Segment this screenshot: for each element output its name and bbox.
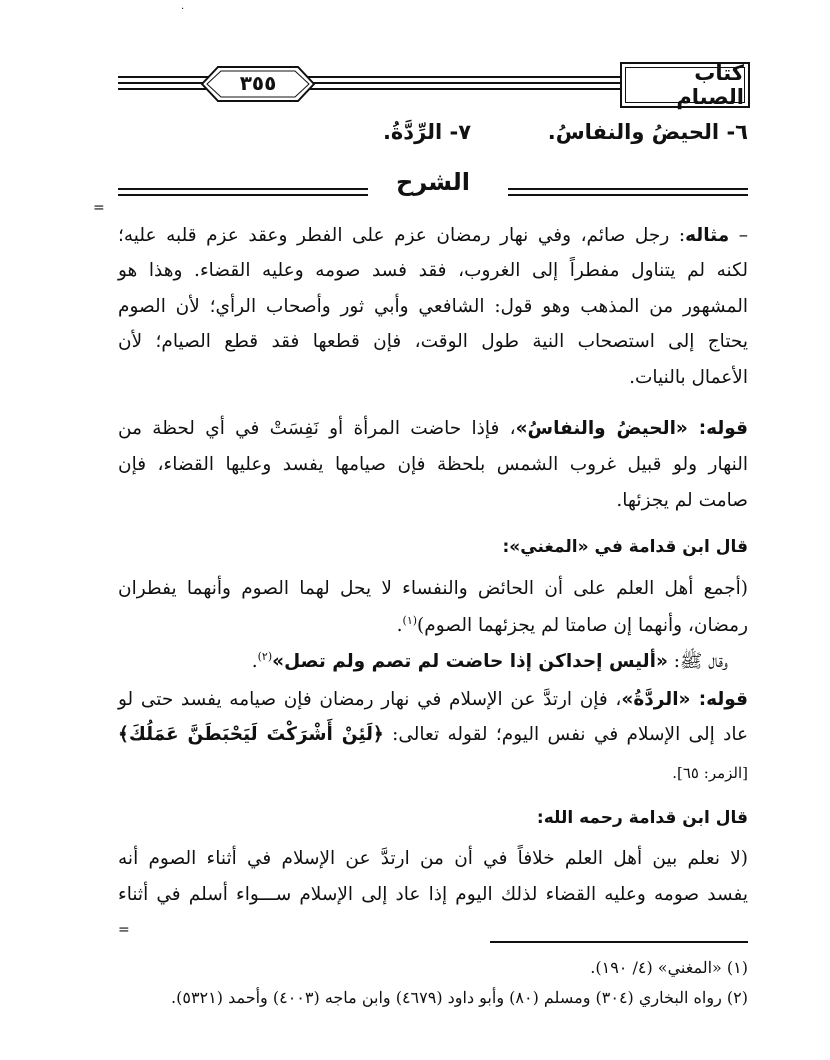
apostasy-line-2: عاد إلى الإسلام في نفس اليوم؛ لقوله تعالى: ﴿لَئِنْ أَشْرَكْتَ لَيَحْبَطَنَّ عَمَلُكَ﴾ [118,724,748,745]
book-title-box [620,62,750,108]
page-number-badge [188,64,328,104]
footnote-ref-2: (٢) [257,650,273,663]
footnote-ref-1: (١) [402,614,418,627]
ibn-qudama-heading-1: قال ابن قدامة في «المغني»: [502,537,748,557]
book-title: كتاب الصيام [625,67,745,103]
menses-line-2: النهار ولو قبيل غروب الشمس بلحظة فإن صيامها يفسد وعليها القضاء، فإن [118,454,748,475]
footnote-separator [490,941,748,943]
hadith-text: «أليس إحداكن إذا حاضت لم تصم ولم تصل» [272,651,668,673]
menses-label: قوله: «الحيضُ والنفاسُ» [515,418,748,439]
apostasy-line-1: قوله: «الردَّةُ»، فإن ارتدَّ عن الإسلام في نهار رمضان فإن صيامه يفسد حتى لو [118,689,748,710]
example-line-1: – مثاله: رجل صائم، وفي نهار رمضان عزم على الفطر وعقد عزم قلبه عليه؛ [118,225,748,246]
matn-item-6: ٦- الحيضُ والنفاسُ. [547,120,748,144]
running-header [118,62,750,108]
hadith-line: وقال ﷺ: «أليس إحداكن إذا حاضت لم تصم ولم تصل»$^{(٢)}$. [251,650,728,673]
quran-verse: ﴿لَئِنْ أَشْرَكْتَ لَيَحْبَطَنَّ عَمَلُكَ﴾ [118,724,384,745]
footnote-1: (١) «المغني» (٤/ ١٩٠). [590,958,748,977]
quote-1-line-1: (أجمع أهل العلم على أن الحائض والنفساء لا يحل لهما الصوم وأنهما يفطران [118,578,748,599]
menses-line-3: صامت لم يجزئها. [616,490,748,511]
apostasy-label: قوله: «الردَّةُ» [621,689,748,710]
matn-item-7: ٧- الرِّدَّةُ. [382,120,472,144]
example-line-4: يحتاج إلى استصحاب النية طول الوقت، فإن قطعها فقد قطع الصيام؛ لأن [118,331,748,352]
scan-speck: · [181,4,185,15]
ibn-qudama-heading-2: قال ابن قدامة رحمه الله: [536,808,748,828]
example-line-3: المشهور من المذهب وهو قول: الشافعي وأبي ثور وأصحاب الرأي؛ لأن الصوم [118,296,748,317]
example-line-2: لكنه لم يتناول مفطراً إلى الغروب، فقد فسد صومه وعليه القضاء. وهذا هو [118,260,748,281]
example-line-5: الأعمال بالنيات. [629,367,748,388]
quote-1-line-2: رمضان، وأنهما إن صامتا لم يجزئهما الصوم)$^{(١)}$. [396,614,748,637]
verse-citation: [الزمر: ٦٥]. [672,764,748,782]
continuation-mark-bottom: = [118,922,130,938]
quote-2-line-1: (لا نعلم بين أهل العلم خلافاً في أن من ارتدَّ عن الإسلام في أثناء الصوم أنه [118,848,748,869]
continuation-mark-top: = [93,200,105,216]
section-title: الشرح [396,168,470,196]
menses-line-1: قوله: «الحيضُ والنفاسُ»، فإذا حاضت المرأة أو نَفِسَتْ في أي لحظة من [118,418,748,439]
section-heading [118,168,748,208]
page-number: ٣٥٥ [239,71,277,95]
matn-items [118,120,748,145]
example-label: مثاله [685,225,730,246]
quote-2-line-2: يفسد صومه وعليه القضاء لذلك اليوم إذا عاد إلى الإسلام ســـواء أسلم في أثناء [118,884,748,905]
footnote-2: (٢) رواه البخاري (٣٠٤) ومسلم (٨٠) وأبو داود (٤٦٧٩) وابن ماجه (٤٠٠٣) وأحمد (٥٣٢١). [171,988,748,1007]
